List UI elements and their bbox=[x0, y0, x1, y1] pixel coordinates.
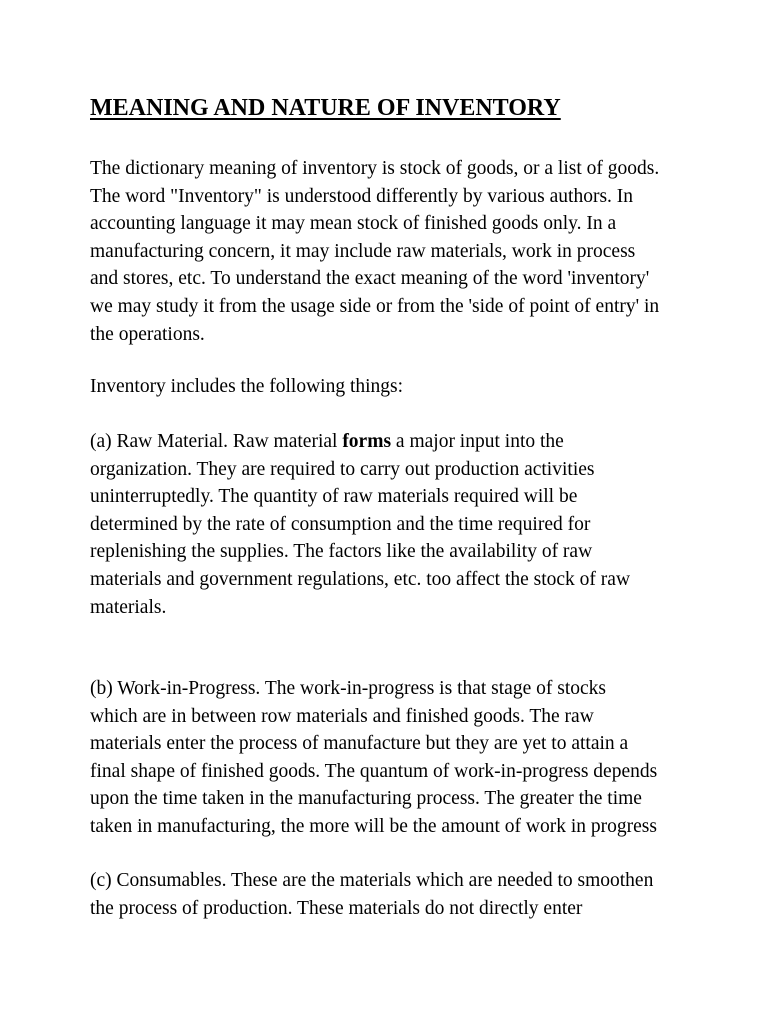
paragraph-dictionary-meaning bbox=[90, 155, 690, 348]
text-line: which are in between row materials and finished goods. The raw bbox=[90, 705, 594, 727]
text-line: final shape of finished goods. The quantum of work-in-progress depends bbox=[90, 760, 658, 782]
text-run: a major input into the bbox=[391, 431, 564, 452]
text-line: The word "Inventory" is understood differently by various authors. In bbox=[90, 185, 634, 207]
text-line: and stores, etc. To understand the exact meaning of the word 'inventory' bbox=[90, 268, 650, 290]
text-line: manufacturing concern, it may include raw materials, work in process bbox=[90, 240, 636, 262]
paragraph-consumables bbox=[90, 867, 690, 922]
text-line: (c) Consumables. These are the materials which are needed to smoothen bbox=[90, 870, 654, 891]
document-title: MEANING AND NATURE OF INVENTORY bbox=[90, 95, 561, 121]
text-line: Inventory includes the following things: bbox=[90, 376, 404, 397]
text-line: The dictionary meaning of inventory is stock of goods, or a list of goods. bbox=[90, 158, 660, 179]
text-line: materials and government regulations, etc. too affect the stock of raw bbox=[90, 568, 631, 590]
text-line: the operations. bbox=[90, 323, 205, 345]
text-line: (b) Work-in-Progress. The work-in-progress is that stage of stocks bbox=[90, 678, 606, 699]
text-line: upon the time taken in the manufacturing process. The greater the time bbox=[90, 788, 642, 810]
paragraph-inventory-includes bbox=[90, 373, 690, 401]
text-line: replenishing the supplies. The factors like the availability of raw bbox=[90, 541, 593, 563]
text-line: organization. They are required to carry out production activities bbox=[90, 458, 595, 480]
text-line: determined by the rate of consumption and the time required for bbox=[90, 513, 591, 535]
bold-word: forms bbox=[342, 431, 392, 452]
paragraph-raw-material bbox=[90, 428, 690, 621]
text-line: materials. bbox=[90, 596, 167, 618]
text-line: accounting language it may mean stock of finished goods only. In a bbox=[90, 213, 617, 235]
text-run: (a) Raw Material. Raw material bbox=[90, 431, 343, 452]
text-line: materials enter the process of manufacture but they are yet to attain a bbox=[90, 733, 629, 755]
text-line bbox=[90, 428, 690, 456]
paragraph-work-in-progress bbox=[90, 675, 690, 841]
text-line: the process of production. These materials do not directly enter bbox=[90, 897, 583, 919]
text-line: we may study it from the usage side or from the 'side of point of entry' in bbox=[90, 295, 660, 317]
text-line: taken in manufacturing, the more will be the amount of work in progress bbox=[90, 815, 657, 837]
text-line: uninterruptedly. The quantity of raw materials required will be bbox=[90, 486, 578, 508]
